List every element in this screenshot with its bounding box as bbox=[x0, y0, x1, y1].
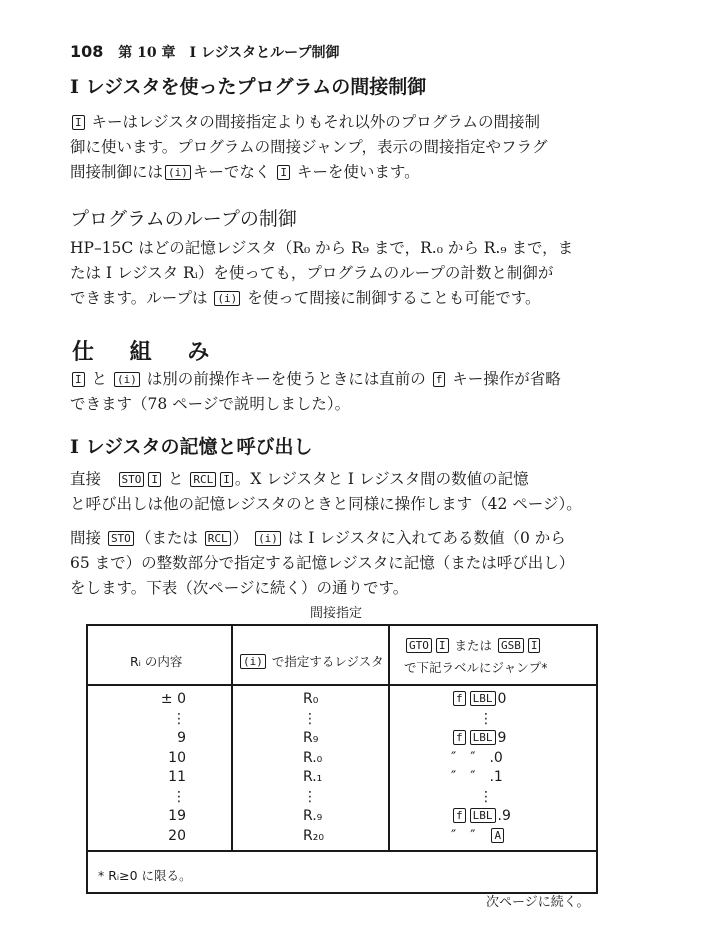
key-glyph: I bbox=[528, 638, 541, 653]
key-glyph: (i) bbox=[214, 291, 240, 306]
table-cell: ⋮ bbox=[451, 788, 493, 805]
text-line: できます（78 ページで説明しました）。 bbox=[70, 395, 351, 413]
table-cell: f LBL .9 bbox=[451, 807, 571, 827]
col3-values bbox=[451, 690, 571, 846]
header-divider bbox=[88, 684, 596, 686]
col3-header-line1: GTO I または GSB I bbox=[404, 636, 542, 654]
table-cell: R₉ bbox=[303, 730, 319, 746]
text-line: I と (i) は別の前操作キーを使うときには直前の f キー操作が省略 bbox=[70, 367, 610, 392]
section1-title: I レジスタを使ったプログラムの間接制御 bbox=[70, 76, 427, 98]
key-glyph: I bbox=[72, 372, 85, 387]
key-glyph: RCL bbox=[190, 472, 216, 487]
key-glyph: (i) bbox=[165, 165, 191, 180]
table-cell: ⋮ bbox=[172, 710, 186, 727]
text-line: HP–15C はどの記憶レジスタ（R₀ から R₉ まで，R.₀ から R.₉ まで，ま bbox=[70, 239, 574, 257]
text-line: をします。下表（次ページに続く）の通りです。 bbox=[70, 579, 409, 597]
key-glyph: I bbox=[148, 472, 161, 487]
table-cell: ⋮ bbox=[303, 788, 317, 805]
key-glyph: f bbox=[453, 691, 466, 706]
key-glyph: GTO bbox=[406, 638, 432, 653]
key-glyph: GSB bbox=[498, 638, 524, 653]
table-cell: ⋮ bbox=[172, 788, 186, 805]
table-cell: R.₁ bbox=[303, 769, 323, 785]
key-glyph: I bbox=[436, 638, 449, 653]
key-glyph: (i) bbox=[240, 654, 266, 669]
table-cell: f LBL 0 bbox=[451, 690, 571, 710]
section1-body bbox=[70, 110, 610, 185]
section3-title: 仕 組 み bbox=[72, 339, 224, 365]
table-cell: ″ ″ .0 bbox=[451, 749, 503, 766]
key-glyph: I bbox=[72, 115, 85, 130]
section3-body bbox=[70, 367, 610, 417]
table-cell: R.₀ bbox=[303, 749, 323, 766]
continued-note: 次ページに続く。 bbox=[486, 895, 590, 910]
col1-header: Rᵢ の内容 bbox=[130, 654, 183, 669]
key-glyph: LBL bbox=[470, 808, 496, 823]
key-glyph: LBL bbox=[470, 691, 496, 706]
key-glyph: STO bbox=[108, 531, 134, 546]
table-cell: R₂₀ bbox=[303, 827, 324, 844]
chapter-title: 第 10 章 I レジスタとループ制御 bbox=[118, 45, 340, 61]
table-cell: 10 bbox=[168, 749, 186, 766]
section2-title: プログラムのループの制御 bbox=[70, 208, 297, 230]
key-glyph: f bbox=[453, 808, 466, 823]
col1-values bbox=[126, 690, 186, 846]
table-cell: ″ ″ A bbox=[451, 827, 571, 847]
text-line: 65 まで）の整数部分で指定する記憶レジスタに記憶（または呼び出し） bbox=[70, 554, 575, 572]
key-glyph: f bbox=[433, 372, 446, 387]
section2-body bbox=[70, 236, 610, 311]
col2-values bbox=[303, 690, 363, 846]
column-divider bbox=[231, 626, 233, 850]
table-cell: ″ ″ .1 bbox=[451, 769, 503, 785]
text-line: 間接 STO （または RCL ） (i) は I レジスタに入れてある数値（0 から bbox=[70, 529, 566, 547]
table-cell: ⋮ bbox=[451, 710, 493, 727]
text-line: 直接 STO I と RCL I 。X レジスタと I レジスタ間の数値の記憶 bbox=[70, 470, 529, 488]
key-glyph: STO bbox=[119, 472, 145, 487]
text-line: と呼び出しは他の記憶レジスタのときと同様に操作します（42 ページ）。 bbox=[70, 495, 582, 513]
text-line: 間接制御には (i) キーでなく I キーを使います。 bbox=[70, 163, 420, 181]
table-cell: 19 bbox=[168, 808, 186, 824]
text-line: できます。ループは (i) を使って間接に制御することも可能です。 bbox=[70, 289, 541, 307]
table-cell: ± 0 bbox=[160, 691, 186, 707]
key-glyph: RCL bbox=[205, 531, 231, 546]
page-header bbox=[70, 42, 339, 62]
col3-header-line2: で下記ラベルにジャンプ* bbox=[404, 660, 548, 675]
col2-header: (i) で指定するレジスタ bbox=[238, 652, 384, 670]
key-glyph: A bbox=[491, 828, 504, 843]
table-cell: 20 bbox=[168, 827, 186, 844]
text-line: 御に使います。プログラムの間接ジャンプ，表示の間接指定やフラグ bbox=[70, 138, 548, 156]
section4-para2 bbox=[70, 526, 610, 601]
section4-para1 bbox=[70, 467, 610, 517]
section4-title: I レジスタの記憶と呼び出し bbox=[70, 436, 313, 458]
key-glyph: (i) bbox=[255, 531, 281, 546]
table-cell: f LBL 9 bbox=[451, 729, 571, 749]
key-glyph: I bbox=[220, 472, 233, 487]
key-glyph: I bbox=[277, 165, 290, 180]
indirect-table bbox=[86, 624, 598, 894]
key-glyph: f bbox=[453, 730, 466, 745]
footnote-divider bbox=[88, 850, 596, 852]
table-cell: 9 bbox=[177, 730, 186, 746]
table-cell: R₀ bbox=[303, 691, 319, 707]
table-footnote: * Rᵢ≥0 に限る。 bbox=[98, 868, 192, 883]
table-cell: R.₉ bbox=[303, 808, 323, 824]
column-divider bbox=[388, 626, 390, 850]
table-caption: 間接指定 bbox=[310, 606, 363, 621]
text-line: たは I レジスタ Rᵢ）を使っても，プログラムのループの計数と制御が bbox=[70, 264, 554, 282]
table-cell: ⋮ bbox=[303, 710, 317, 727]
page-number: 108 bbox=[70, 42, 104, 61]
table-cell: 11 bbox=[168, 769, 186, 785]
key-glyph: LBL bbox=[470, 730, 496, 745]
key-glyph: (i) bbox=[114, 372, 140, 387]
text-line: I キーはレジスタの間接指定よりもそれ以外のプログラムの間接制 bbox=[70, 110, 610, 135]
